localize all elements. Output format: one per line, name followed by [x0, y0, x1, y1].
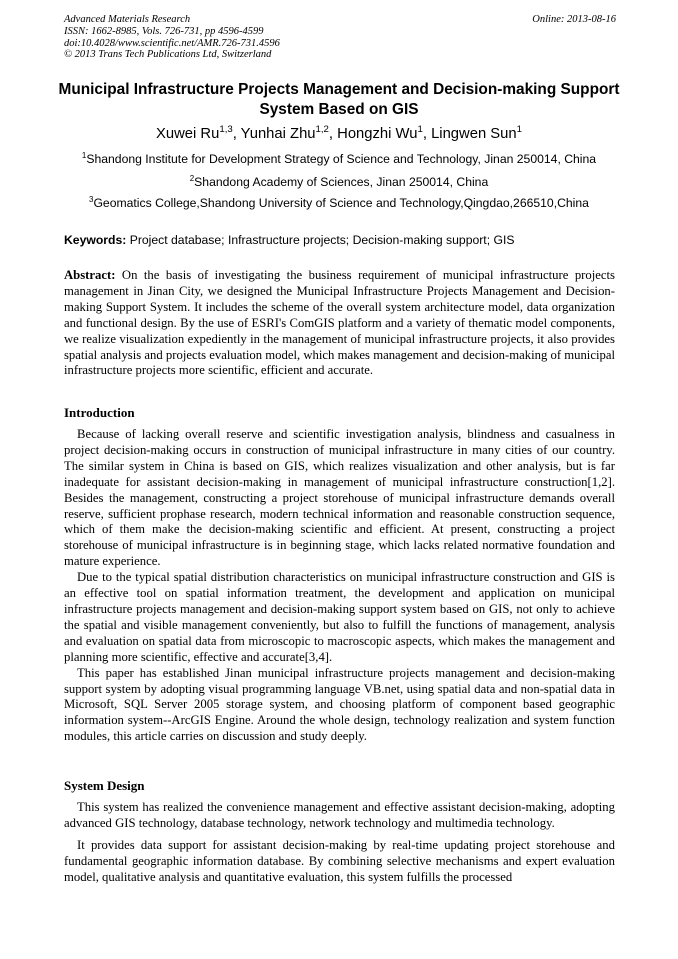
paragraph: Because of lacking overall reserve and scientific investigation analysis, blindness and casualness in project decision-making occurs in construction of municipal infrastructure in many cities of our country. The similar system in China is based on GIS, which realizes visualization and other analysis, but is far inadequate for assistant decision-making in management of municipal infrastructure construction[1,2]. Besides the management, constructing a project storehouse of municipal infrastructure demands overall reserve, sufficient prophase research, modern technical information and reasonable construction sequence, which of them make the decision-making scientific and efficient. At present, constructing a project storehouse of municipal infrastructure is in beginning stage, which lacks related normative foundation and mature experience. [64, 427, 615, 569]
affiliation: $^2$Shandong Academy of Sciences, Jinan 250014, China [189, 173, 489, 189]
keywords-line [64, 233, 616, 247]
paragraph: Due to the typical spatial distribution characteristics on municipal infrastructure construction and GIS is an effective tool on spatial information treatment, the development and application on municipal infrastructure projects management and decision-making support system based on GIS, not only to achieve the spatial and visible management conveniently, but also to fulfill the functions of management, analysis and evaluation on spatial data from microscopic to macroscopic aspects, which makes the management and planning more scientific, effective and accurate[3,4]. [64, 570, 615, 664]
author: Lingwen Sun$^1$ [431, 124, 522, 142]
online-date: Online: 2013-08-16 [532, 14, 616, 25]
section-heading-introduction: Introduction [64, 405, 135, 420]
keywords-label: Keywords: [64, 233, 127, 247]
author: Hongzhi Wu$^1$ [337, 124, 423, 142]
affiliation: $^1$Shandong Institute for Development Strategy of Science and Technology, Jinan 250014, China [81, 150, 597, 166]
introduction-body [64, 427, 615, 745]
abstract-label: Abstract: [64, 268, 116, 282]
paragraph: It provides data support for assistant decision-making by real-time updating project storehouse and fundamental geographic information database. By combining selective mechanisms and expert evaluation model, qualitative analysis and quantitative evaluation, this system fulfills the processed [64, 837, 615, 884]
issn-line: ISSN: 1662-8985, Vols. 726-731, pp 4596-4599 [64, 25, 264, 37]
author-list: Xuwei Ru$^{1,3}$, Yunhai Zhu$^{1,2}$, Hongzhi Wu$^1$, Lingwen Sun$^1$ [156, 124, 522, 142]
paragraph: This system has realized the convenience management and effective assistant decision-making, adopting advanced GIS technology, database technology, network technology and multimedia technology. [64, 800, 615, 830]
journal-name: Advanced Materials Research [64, 14, 191, 25]
paragraph: This paper has established Jinan municipal infrastructure projects management and decision-making support system by adopting visual programming language VB.net, using spatial data and non-spatial data in Microsoft, SQL Server 2005 storage system, and choosing platform of component based geographic information system--ArcGIS Engine. Around the whole design, technology realization and system function modules, this article carries on discussion and study deeply. [64, 665, 615, 744]
journal-header [64, 14, 616, 61]
system-design-body [64, 800, 615, 886]
keywords-text: Project database; Infrastructure projects; Decision-making support; GIS [129, 233, 515, 247]
doi-line: doi:10.4028/www.scientific.net/AMR.726-731.4596 [64, 37, 280, 49]
paper-title: Municipal Infrastructure Projects Management and Decision-making Support System Based on GIS [58, 81, 620, 118]
copyright-line: © 2013 Trans Tech Publications Ltd, Switzerland [64, 49, 272, 61]
abstract [64, 268, 615, 379]
abstract-text: On the basis of investigating the business requirement of municipal infrastructure projects management in Jinan City, we designed the Municipal Infrastructure Projects Management and Decision-making Support System. It includes the scheme of the overall system architecture model, data organization and functional design. By the use of ESRI's ComGIS platform and a variety of thematic model components, we realize visualization expediently in the management of municipal infrastructure projects, it also provides spatial analysis and projects evaluation model, which makes management and decision-making of municipal infrastructure projects more scientific, efficient and accurate. [64, 268, 615, 378]
author: Xuwei Ru$^{1,3}$ [156, 124, 233, 142]
affiliation: $^3$Geomatics College,Shandong University of Science and Technology,Qingdao,266510,China [89, 194, 589, 210]
author: Yunhai Zhu$^{1,2}$ [240, 124, 329, 142]
section-heading-system-design: System Design [64, 778, 145, 793]
